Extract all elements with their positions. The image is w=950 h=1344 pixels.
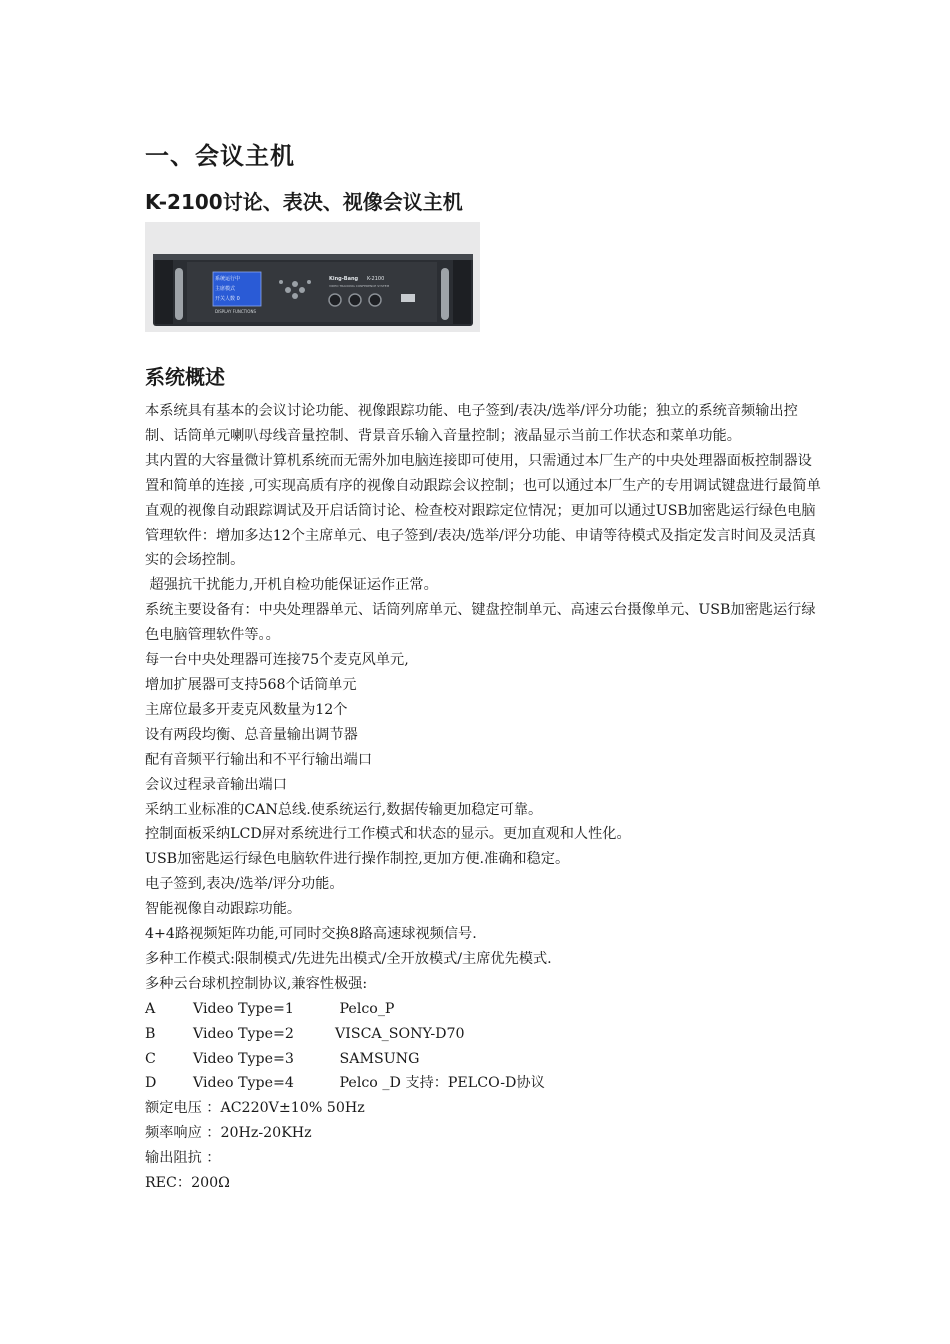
lcd-line: 系统运行中 (215, 276, 241, 282)
product-title: K-2100讨论、表决、视像会议主机 (145, 190, 463, 214)
paragraph: 超强抗干扰能力,开机自检功能保证运作正常。 (145, 577, 438, 594)
video-type-value: Video Type=4 (193, 1075, 294, 1092)
lcd-line: 开关人数 0 (215, 296, 240, 302)
paragraph: 本系统具有基本的会议讨论功能、视像跟踪功能、电子签到/表决/选举/评分功能；独立的系统音频输出控制、话筒单元喇叭母线音量控制、背景音乐输入音量控制；液晶显示当前工作状态和菜单功能。 (145, 403, 798, 444)
video-type-protocol: Pelco_P (335, 1000, 395, 1017)
video-type-value: Video Type=2 (193, 1025, 294, 1042)
paragraph: 多种云台球机控制协议,兼容性极强: (145, 975, 368, 992)
video-type-protocol: VISCA_SONY-D70 (335, 1025, 465, 1042)
brand-logo-text: King-Bang (329, 276, 359, 282)
paragraph: 采纳工业标准的CAN总线.使系统运行,数据传输更加稳定可靠。 (145, 801, 543, 818)
paragraph: 系统主要设备有：中央处理器单元、话筒列席单元、键盘控制单元、高速云台摄像单元、USB加密匙运行绿色电脑管理软件等。。 (145, 602, 816, 644)
paragraph: 配有音频平行输出和不平行输出端口 (145, 751, 373, 768)
conference-host-device-image (145, 222, 480, 332)
overview-body (145, 399, 825, 1196)
spec-line: 输出阻抗 ： (145, 1150, 221, 1167)
lcd-line: 主席模式 (215, 286, 236, 292)
video-type-value: Video Type=3 (193, 1050, 294, 1067)
video-type-letter: A (145, 1000, 156, 1017)
paragraph: 控制面板采纳LCD屏对系统进行工作模式和状态的显示。更加直观和人性化。 (145, 826, 631, 843)
panel-caption: DISPLAY FUNCTIONS (215, 309, 256, 314)
paragraph: USB加密匙运行绿色电脑软件进行操作制控,更加方便.准确和稳定。 (145, 851, 570, 868)
video-type-row (145, 1047, 825, 1072)
overview-heading: 系统概述 (145, 365, 225, 389)
video-type-protocol: Pelco _D 支持：PELCO-D协议 (335, 1075, 545, 1092)
video-type-row (145, 1022, 825, 1047)
model-label: K-2100 (367, 276, 385, 282)
spec-line: 频率响应 ：20Hz-20KHz (145, 1125, 312, 1142)
paragraph: 4+4路视频矩阵功能,可同时交换8路高速球视频信号. (145, 926, 477, 943)
device-subtitle: VIDEO TRACKING CONFERENCE SYSTEM (329, 284, 390, 288)
video-type-letter: D (145, 1075, 157, 1092)
video-type-protocol: SAMSUNG (335, 1050, 420, 1067)
video-type-letter: B (145, 1025, 156, 1042)
lcd-text (215, 274, 261, 304)
paragraph: 会议过程录音输出端口 (145, 776, 287, 793)
video-type-row (145, 1071, 825, 1096)
paragraph: 增加扩展器可支持568个话筒单元 (145, 676, 357, 693)
video-type-row (145, 997, 825, 1022)
paragraph: 智能视像自动跟踪功能。 (145, 901, 302, 918)
paragraph: 其内置的大容量微计算机系统而无需外加电脑连接即可使用，只需通过本厂生产的中央处理器面板控制器设置和简单的连接 ,可实现高质有序的视像自动跟踪会议控制；也可以通过本厂生产的专用调试键盘进行最简单直观的视像自动跟踪调试及开启话筒讨论、检查校对跟踪定位情况；更加可以通过USB加密匙运行绿色电脑管理软件：增加多达12个主席单元、电子签到/表决/选举/评分功能、申请等待模式及指定发言时间及灵活真实的会场控制。 (145, 452, 821, 569)
paragraph: 多种工作模式:限制模式/先进先出模式/全开放模式/主席优先模式. (145, 950, 552, 967)
video-type-value: Video Type=1 (193, 1000, 294, 1017)
paragraph: 设有两段均衡、总音量输出调节器 (145, 726, 358, 743)
paragraph: 主席位最多开麦克风数量为12个 (145, 701, 348, 718)
video-type-letter: C (145, 1050, 156, 1067)
spec-line: REC：200Ω (145, 1175, 230, 1192)
product-photo (145, 222, 480, 332)
section-heading: 一、会议主机 (145, 142, 295, 170)
paragraph: 每一台中央处理器可连接75个麦克风单元, (145, 652, 409, 669)
paragraph: 电子签到,表决/选举/评分功能。 (145, 876, 344, 893)
spec-line: 额定电压 ：AC220V±10% 50Hz (145, 1100, 365, 1117)
